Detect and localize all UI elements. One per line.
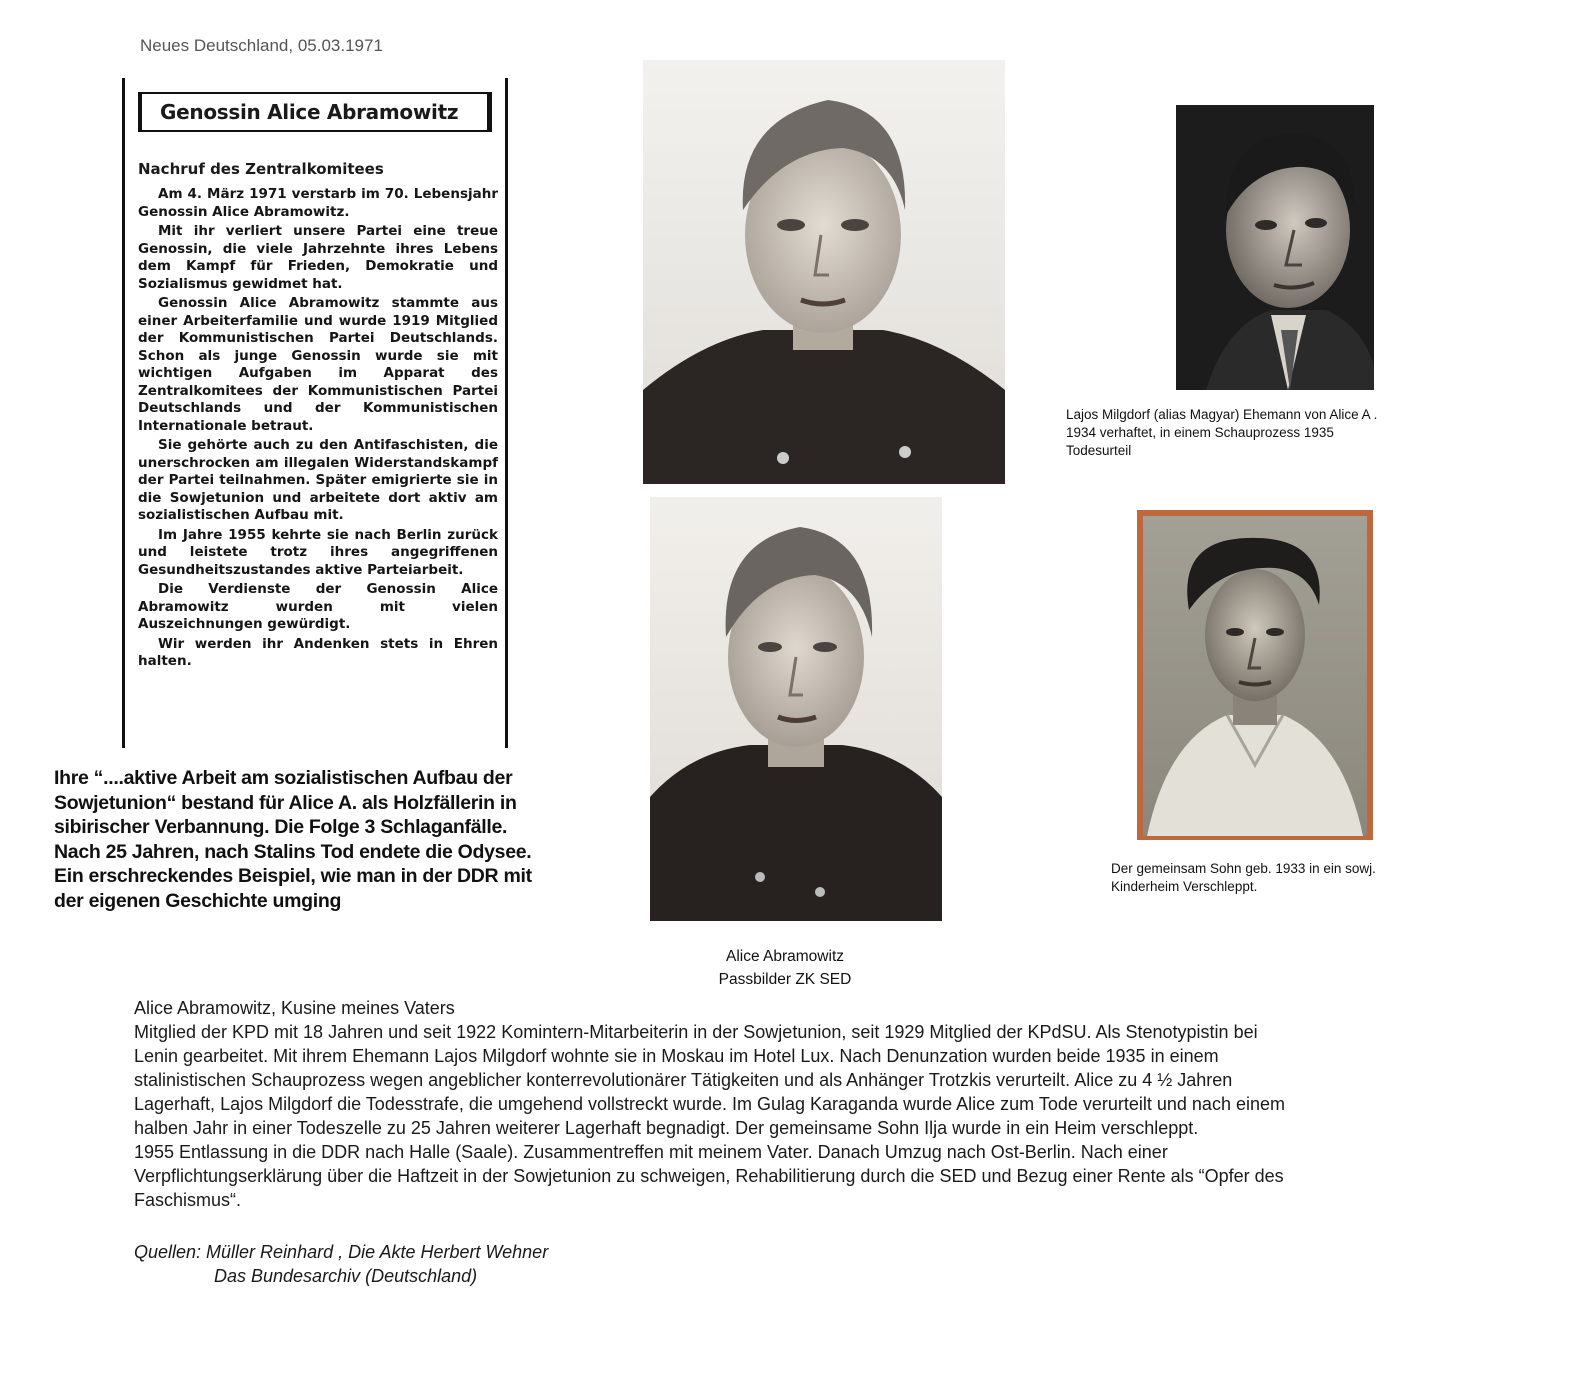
caption-line: 1934 verhaftet, in einem Schauprozess 1935 — [1066, 425, 1334, 440]
source-line: Neues Deutschland, 05.03.1971 — [140, 36, 383, 55]
commentary-line: Ihre “....aktive Arbeit am sozialistischen Aufbau der — [54, 767, 513, 789]
bio-line: halben Jahr in einer Todeszelle zu 25 Jahren weiterer Lagerhaft begnadigt. Der gemeinsame Sohn Ilja wurde in ein Heim verschleppt. — [134, 1118, 1199, 1138]
bio-line: Lenin gearbeitet. Mit ihrem Ehemann Lajos Milgdorf wohnte sie in Moskau im Hotel Lux. Nach Denunzation wurden beide 1935 in einem — [134, 1046, 1219, 1066]
clipping-border-left — [122, 78, 125, 748]
clipping-paragraph: Genossin Alice Abramowitz stammte aus einer Arbeiterfamilie und wurde 1919 Mitglied der Kommunistischen Partei Deutschlands. Schon als junge Genossin wurde sie mit wichtigen Aufgaben im Apparat des Zentralkomitees der Kommunistischen Partei Deutschlands und der Kommunistischen Internationale betraut. — [138, 295, 498, 434]
alice-portrait-photo-2 — [650, 497, 942, 921]
commentary-line: Ein erschreckendes Beispiel, wie man in der DDR mit — [54, 865, 532, 887]
alice-portrait-photo-1 — [643, 60, 1005, 484]
source-entry: Quellen: Müller Reinhard , Die Akte Herbert Wehner — [134, 1242, 549, 1262]
caption-line: Todesurteil — [1066, 443, 1132, 458]
bio-line: Lagerhaft, Lajos Milgdorf die Todesstrafe, die umgehend vollstreckt wurde. Im Gulag Karaganda wurde Alice zum Tode verurteilt und nach einem — [134, 1094, 1285, 1114]
lajos-portrait-photo — [1176, 105, 1374, 390]
sources — [134, 1240, 548, 1288]
clipping-paragraph: Mit ihr verliert unsere Partei eine treue Genossin, die viele Jahrzehnte ihres Lebens dem Kampf für Frieden, Demokratie und Sozialismus gewidmet hat. — [138, 223, 498, 292]
caption-line: Kinderheim Verschleppt. — [1111, 879, 1258, 894]
clipping-paragraph: Die Verdienste der Genossin Alice Abramowitz wurden mit vielen Auszeichnungen gewürdigt. — [138, 581, 498, 632]
clipping-border-right — [505, 78, 508, 748]
source-entry: Das Bundesarchiv (Deutschland) — [214, 1266, 478, 1286]
caption-line: Der gemeinsam Sohn geb. 1933 in ein sowj. — [1111, 861, 1376, 876]
clipping-paragraph: Am 4. März 1971 verstarb im 70. Lebensjahr Genossin Alice Abramowitz. — [138, 186, 498, 220]
clipping-paragraph: Im Jahre 1955 kehrte sie nach Berlin zurück und leistete trotz ihres angegriffenen Gesundheitszustandes aktive Parteiarbeit. — [138, 526, 498, 578]
commentary-line: sibirischer Verbannung. Die Folge 3 Schlaganfälle. — [54, 816, 508, 838]
commentary-line: der eigenen Geschichte umging — [54, 889, 342, 912]
lajos-caption — [1066, 406, 1377, 460]
bio-line: Faschismus“. — [134, 1190, 242, 1210]
bio-line: Mitglied der KPD mit 18 Jahren und seit 1922 Komintern-Mitarbeiterin in der Sowjetunion, seit 1929 Mitglied der KPdSU. Als Stenotypistin bei — [134, 1022, 1258, 1042]
clipping-paragraph: Wir werden ihr Andenken stets in Ehren halten. — [138, 635, 498, 669]
bio-line: 1955 Entlassung in die DDR nach Halle (Saale). Zusammentreffen mit meinem Vater. Danach Umzug nach Ost-Berlin. Nach einer — [134, 1142, 1168, 1162]
commentary — [54, 766, 594, 913]
commentary-line: Nach 25 Jahren, nach Stalins Tod endete die Odysee. — [54, 840, 532, 863]
son-caption — [1111, 860, 1376, 896]
caption-line: Alice Abramowitz — [725, 948, 844, 965]
bio-line: Alice Abramowitz, Kusine meines Vaters — [134, 998, 455, 1018]
biography-text — [134, 996, 1454, 1212]
clipping-headline: Genossin Alice Abramowitz — [138, 92, 492, 132]
caption-line: Passbilder ZK SED — [718, 971, 852, 988]
clipping-subhead: Nachruf des Zentralkomitees — [138, 160, 384, 178]
clipping-paragraph: Sie gehörte auch zu den Antifaschisten, die unerschrocken am illegalen Widerstandskampf der Partei teilnahmen. Später emigrierte sie in die Sowjetunion und arbeitete dort aktiv am sozialistischen Aufbau mit. — [138, 437, 498, 523]
bio-line: stalinistischen Schauprozess wegen angeblicher konterrevolutionärer Tätigkeiten und als Anhänger Trotzkis verurteilt. Alice zu 4 ½ Jahren — [134, 1070, 1233, 1090]
commentary-line: Sowjetunion“ bestand für Alice A. als Holzfällerin in — [54, 791, 517, 814]
caption-line: Lajos Milgdorf (alias Magyar) Ehemann von Alice A . — [1066, 407, 1378, 422]
son-portrait-photo — [1137, 510, 1373, 840]
bio-line: Verpflichtungserklärung über die Haftzeit in der Sowjetunion zu schweigen, Rehabilitierung durch die SED und Bezug einer Rente als “Opfer des — [134, 1166, 1284, 1186]
clipping-body — [138, 186, 498, 673]
alice-caption — [690, 945, 880, 991]
